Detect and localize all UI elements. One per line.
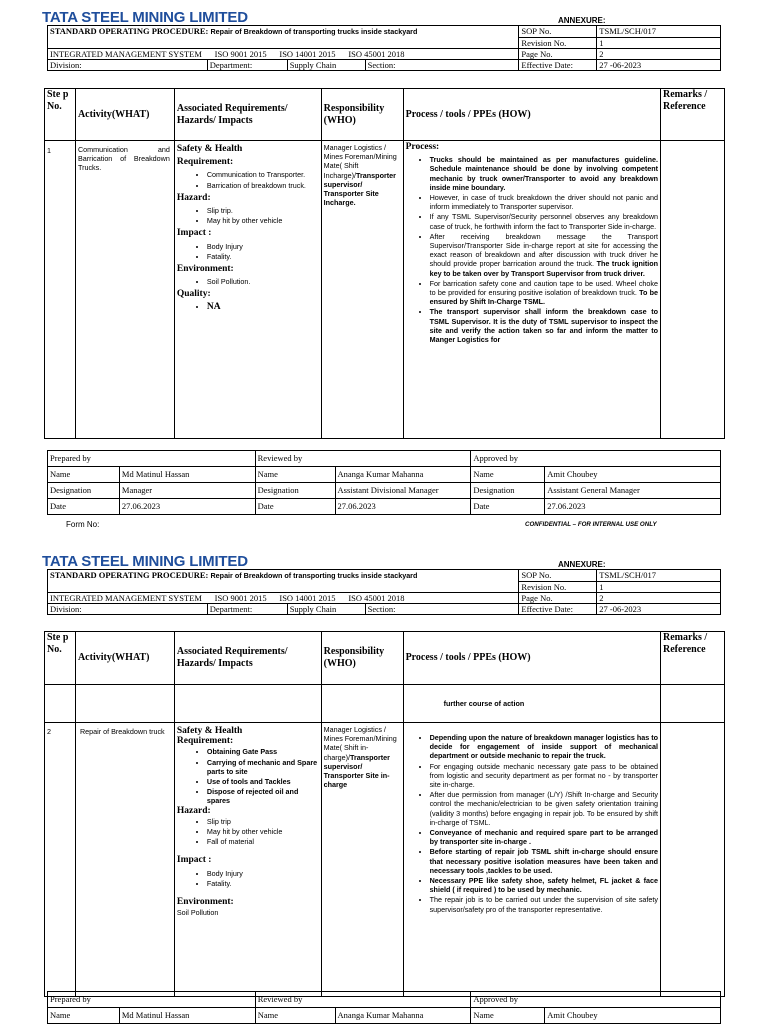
annexure-label: ANNEXURE: <box>558 16 606 25</box>
page-no: 2 <box>597 592 721 603</box>
col-remarks: Remarks / Reference <box>661 632 725 685</box>
list-item: • Barrication of breakdown truck. <box>207 181 319 190</box>
page-2 <box>0 545 768 1024</box>
page-label: Page No. <box>519 592 597 603</box>
confidential-note: CONFIDENTIAL – FOR INTERNAL USE ONLY <box>525 521 657 528</box>
impact-list <box>177 869 319 888</box>
sop-no: TSML/SCH/017 <box>597 570 721 582</box>
list-item: • Trucks should be maintained as per manufactures guideline. Schedule maintenance should be done by involving competent mechanic by truck owner/Transporter to avoid any breakdown inside mine boundary. <box>430 155 658 192</box>
continuation-text: further course of action <box>403 685 660 723</box>
list-item: • NA <box>207 303 319 312</box>
list-item: • Use of tools and Tackles <box>207 777 319 786</box>
approved-date: 27.06.2023 <box>545 499 721 515</box>
responsibility-text: Manager Logistics / Mines Foreman/Mining Mate( Shift in-charge)/ <box>323 725 397 762</box>
company-logo-text: TATA STEEL MINING LIMITED <box>42 553 248 570</box>
impact-list <box>177 242 319 261</box>
effective-label: Effective Date: <box>519 59 597 70</box>
date-label: Date <box>48 499 120 515</box>
environment-text: Soil Pollution <box>176 908 219 918</box>
list-item: • Dispose of rejected oil and spares <box>207 787 319 805</box>
step-1-responsibility <box>321 141 403 439</box>
list-item: • If any TSML Supervisor/Security personnel observes any breakdown case of truck, he forthwith inform the fact to Transporter Side in-charge. <box>430 212 658 230</box>
designation-label: Designation <box>255 483 335 499</box>
col-process: Process / tools / PPEs (HOW) <box>403 89 660 141</box>
step-1-process <box>403 141 660 439</box>
list-item: • The transport supervisor shall inform the breakdown case to TSML Supervisor. It is the duty of TSML supervisor to inspect the site and verify the action taken so far and inform the matter to Manger Logistics for <box>430 307 658 344</box>
division-label: Division: <box>48 603 208 614</box>
list-item-text: After receiving breakdown message the Transport Supervisor/Transporter Side in-charge report at site for accessing the exact reason of breakdown and after discussion with truck driver he should provide proper barrication around the truck. <box>429 231 659 269</box>
page-label: Page No. <box>519 48 597 59</box>
impact-heading: Impact : <box>176 228 212 239</box>
requirement-heading: Requirement: <box>176 736 234 747</box>
name-label: Name <box>471 1008 545 1024</box>
reviewed-date: 27.06.2023 <box>335 499 471 515</box>
process-heading: Process: <box>405 142 440 152</box>
hazard-heading: Hazard: <box>176 805 211 816</box>
sop-no: TSML/SCH/017 <box>597 26 721 38</box>
annexure-label: ANNEXURE: <box>558 560 606 569</box>
environment-heading: Environment: <box>176 897 234 908</box>
list-item: • After due permission from manager (L/Y) /Shift In-charge and Security control the mechanic/electrician to be given safety orientation training (validity 3 months) before engaging in repair job. To be ensured by shift in-charge of TSML. <box>430 790 658 827</box>
list-item: • Before starting of repair job TSML shift in-charge should ensure that necessary positive isolation measures have been taken and necessary tools ,tackles to be used. <box>430 847 658 875</box>
quality-heading: Quality: <box>176 289 211 300</box>
page-no: 2 <box>597 48 721 59</box>
col-remarks: Remarks / Reference <box>661 89 725 141</box>
responsibility-bold: Transporter supervisor/ Transporter Site in-charge <box>323 752 390 790</box>
responsibility-text: Manager Logistics / Mines Foreman/Mining Mate( Shift Incharge)/ <box>323 143 397 180</box>
iso-14001: ISO 14001 2015 <box>279 48 336 59</box>
list-item: • Obtaining Gate Pass <box>207 747 319 756</box>
name-label: Name <box>48 467 120 483</box>
env-list <box>177 277 319 286</box>
list-item: • Slip trip <box>207 817 319 826</box>
step-2-responsibility <box>321 723 403 997</box>
list-item: • Conveyance of mechanic and required spare part to be arranged by transporter site in-charge . <box>430 828 658 846</box>
step-2-requirements <box>174 723 321 997</box>
division-label: Division: <box>48 59 208 70</box>
safety-heading: Safety & Health <box>176 144 243 154</box>
prepared-designation: Manager <box>119 483 255 499</box>
ims-label: INTEGRATED MANAGEMENT SYSTEM <box>50 592 202 603</box>
ims-label: INTEGRATED MANAGEMENT SYSTEM <box>50 48 202 59</box>
process-list <box>406 155 658 344</box>
step-2-remarks <box>661 723 725 997</box>
list-item: • Fall of material <box>207 837 319 846</box>
sop-title: Repair of Breakdown of transporting trucks inside stackyard <box>210 571 418 580</box>
sop-no-label: SOP No. <box>519 26 597 38</box>
process-list <box>406 733 658 914</box>
list-item: • Slip trip. <box>207 206 319 215</box>
sop-no-label: SOP No. <box>519 570 597 582</box>
section-label: Section: <box>365 59 519 70</box>
col-activity: Activity(WHAT) <box>75 89 174 141</box>
department-label: Department: <box>207 59 287 70</box>
list-item: • Depending upon the nature of breakdown manager logistics has to decide for engagement of inside support of mechanical department or outside mechanic to repair the truck. <box>430 733 658 761</box>
revision-label: Revision No. <box>519 581 597 592</box>
header-table <box>47 569 721 615</box>
iso-9001: ISO 9001 2015 <box>214 48 267 59</box>
iso-45001: ISO 45001 2018 <box>348 48 405 59</box>
step-2-no: 2 <box>45 723 76 997</box>
signoff-table <box>47 991 721 1024</box>
list-item: • Fatality. <box>207 252 319 261</box>
form-no-label: Form No: <box>66 520 100 529</box>
prepared-name: Md Matinul Hassan <box>119 1008 255 1024</box>
hazard-list <box>177 206 319 225</box>
list-item-bold: To be ensured by Shift In-Charge TSML. <box>429 288 659 307</box>
req-list <box>177 747 319 805</box>
step-1-no: 1 <box>45 141 76 439</box>
section-label: Section: <box>365 603 519 614</box>
col-requirements: Associated Requirements/ Hazards/ Impacts <box>174 89 321 141</box>
list-item-text: For barrication safety cone and caution tape to be used. Wheel choke to be provided for ensuring positive isolation of breakdown truck. <box>429 278 659 298</box>
environment-heading: Environment: <box>176 264 234 275</box>
req-list <box>177 170 319 189</box>
approved-name: Amit Choubey <box>545 1008 721 1024</box>
list-item: • May hit by other vehicle <box>207 827 319 836</box>
responsibility-bold: Transporter supervisor/ Transporter Site Incharge. <box>323 170 396 208</box>
col-step: Ste p No. <box>45 632 76 685</box>
quality-list <box>177 303 319 312</box>
col-responsibility: Responsibility (WHO) <box>321 632 403 685</box>
name-label: Name <box>255 1008 335 1024</box>
prepared-name: Md Matinul Hassan <box>119 467 255 483</box>
effective-date: 27 -06-2023 <box>597 603 721 614</box>
sop-title-label: STANDARD OPERATING PROCEDURE: <box>50 570 209 580</box>
step-1-requirements <box>174 141 321 439</box>
approved-designation: Assistant General Manager <box>545 483 721 499</box>
impact-heading: Impact : <box>176 855 212 866</box>
name-label: Name <box>255 467 335 483</box>
iso-14001: ISO 14001 2015 <box>279 592 336 603</box>
list-item <box>430 279 658 307</box>
safety-heading: Safety & Health <box>176 726 243 736</box>
procedure-table <box>44 631 725 997</box>
signoff-table <box>47 450 721 515</box>
sop-title-label: STANDARD OPERATING PROCEDURE: <box>50 26 209 36</box>
reviewed-by-label: Reviewed by <box>255 451 471 467</box>
prepared-date: 27.06.2023 <box>119 499 255 515</box>
reviewed-name: Ananga Kumar Mahanna <box>335 1008 471 1024</box>
col-responsibility: Responsibility (WHO) <box>321 89 403 141</box>
effective-date: 27 -06-2023 <box>597 59 721 70</box>
name-label: Name <box>48 1008 120 1024</box>
step-2-activity: Repair of Breakdown truck <box>75 723 174 997</box>
list-item: • The repair job is to be carried out under the supervision of site safety supervisor/safety pro of the transporter representative. <box>430 895 658 913</box>
list-item: • May hit by other vehicle <box>207 216 319 225</box>
list-item <box>430 232 658 278</box>
date-label: Date <box>471 499 545 515</box>
col-activity: Activity(WHAT) <box>75 632 174 685</box>
col-requirements: Associated Requirements/ Hazards/ Impacts <box>174 632 321 685</box>
prepared-by-label: Prepared by <box>48 992 256 1008</box>
revision: 1 <box>597 37 721 48</box>
department-value: Supply Chain <box>287 59 365 70</box>
reviewed-name: Ananga Kumar Mahanna <box>335 467 471 483</box>
hazard-heading: Hazard: <box>176 192 211 203</box>
company-logo-text: TATA STEEL MINING LIMITED <box>42 9 248 26</box>
list-item: • Communication to Transporter. <box>207 170 319 179</box>
revision-label: Revision No. <box>519 37 597 48</box>
list-item: • Soil Pollution. <box>207 277 319 286</box>
approved-name: Amit Choubey <box>545 467 721 483</box>
department-label: Department: <box>207 603 287 614</box>
name-label: Name <box>471 467 545 483</box>
date-label: Date <box>255 499 335 515</box>
list-item: • Body Injury <box>207 242 319 251</box>
sop-title: Repair of Breakdown of transporting trucks inside stackyard <box>210 27 418 36</box>
list-item: • Necessary PPE like safety shoe, safety helmet, FL jacket & face shield ( if required ) to be used by mechanic. <box>430 876 658 894</box>
requirement-heading: Requirement: <box>176 157 234 168</box>
list-item-bold: The truck ignition key to be taken over by Transport Supervisor from truck driver. <box>429 259 659 278</box>
prepared-by-label: Prepared by <box>48 451 256 467</box>
procedure-table <box>44 88 725 439</box>
effective-label: Effective Date: <box>519 603 597 614</box>
header-table <box>47 25 721 71</box>
step-1-activity: Communication and Barrication of Breakdown Trucks. <box>75 141 174 439</box>
revision: 1 <box>597 581 721 592</box>
list-item: • However, in case of truck breakdown the driver should not panic and inform immediately to Transporter supervisor. <box>430 193 658 211</box>
list-item: • Carrying of mechanic and Spare parts to site <box>207 758 319 776</box>
approved-by-label: Approved by <box>471 992 721 1008</box>
list-item: • Body Injury <box>207 869 319 878</box>
designation-label: Designation <box>48 483 120 499</box>
list-item: • Fatality. <box>207 879 319 888</box>
approved-by-label: Approved by <box>471 451 721 467</box>
reviewed-by-label: Reviewed by <box>255 992 471 1008</box>
step-1-remarks <box>661 141 725 439</box>
hazard-list <box>177 817 319 847</box>
iso-9001: ISO 9001 2015 <box>214 592 267 603</box>
designation-label: Designation <box>471 483 545 499</box>
list-item: • For engaging outside mechanic necessary gate pass to be obtained from logistic and security department as per format no - by transporter site in-charge. <box>430 762 658 790</box>
col-step: Ste p No. <box>45 89 76 141</box>
reviewed-designation: Assistant Divisional Manager <box>335 483 471 499</box>
iso-45001: ISO 45001 2018 <box>348 592 405 603</box>
step-2-process <box>403 723 660 997</box>
department-value: Supply Chain <box>287 603 365 614</box>
col-process: Process / tools / PPEs (HOW) <box>403 632 660 685</box>
